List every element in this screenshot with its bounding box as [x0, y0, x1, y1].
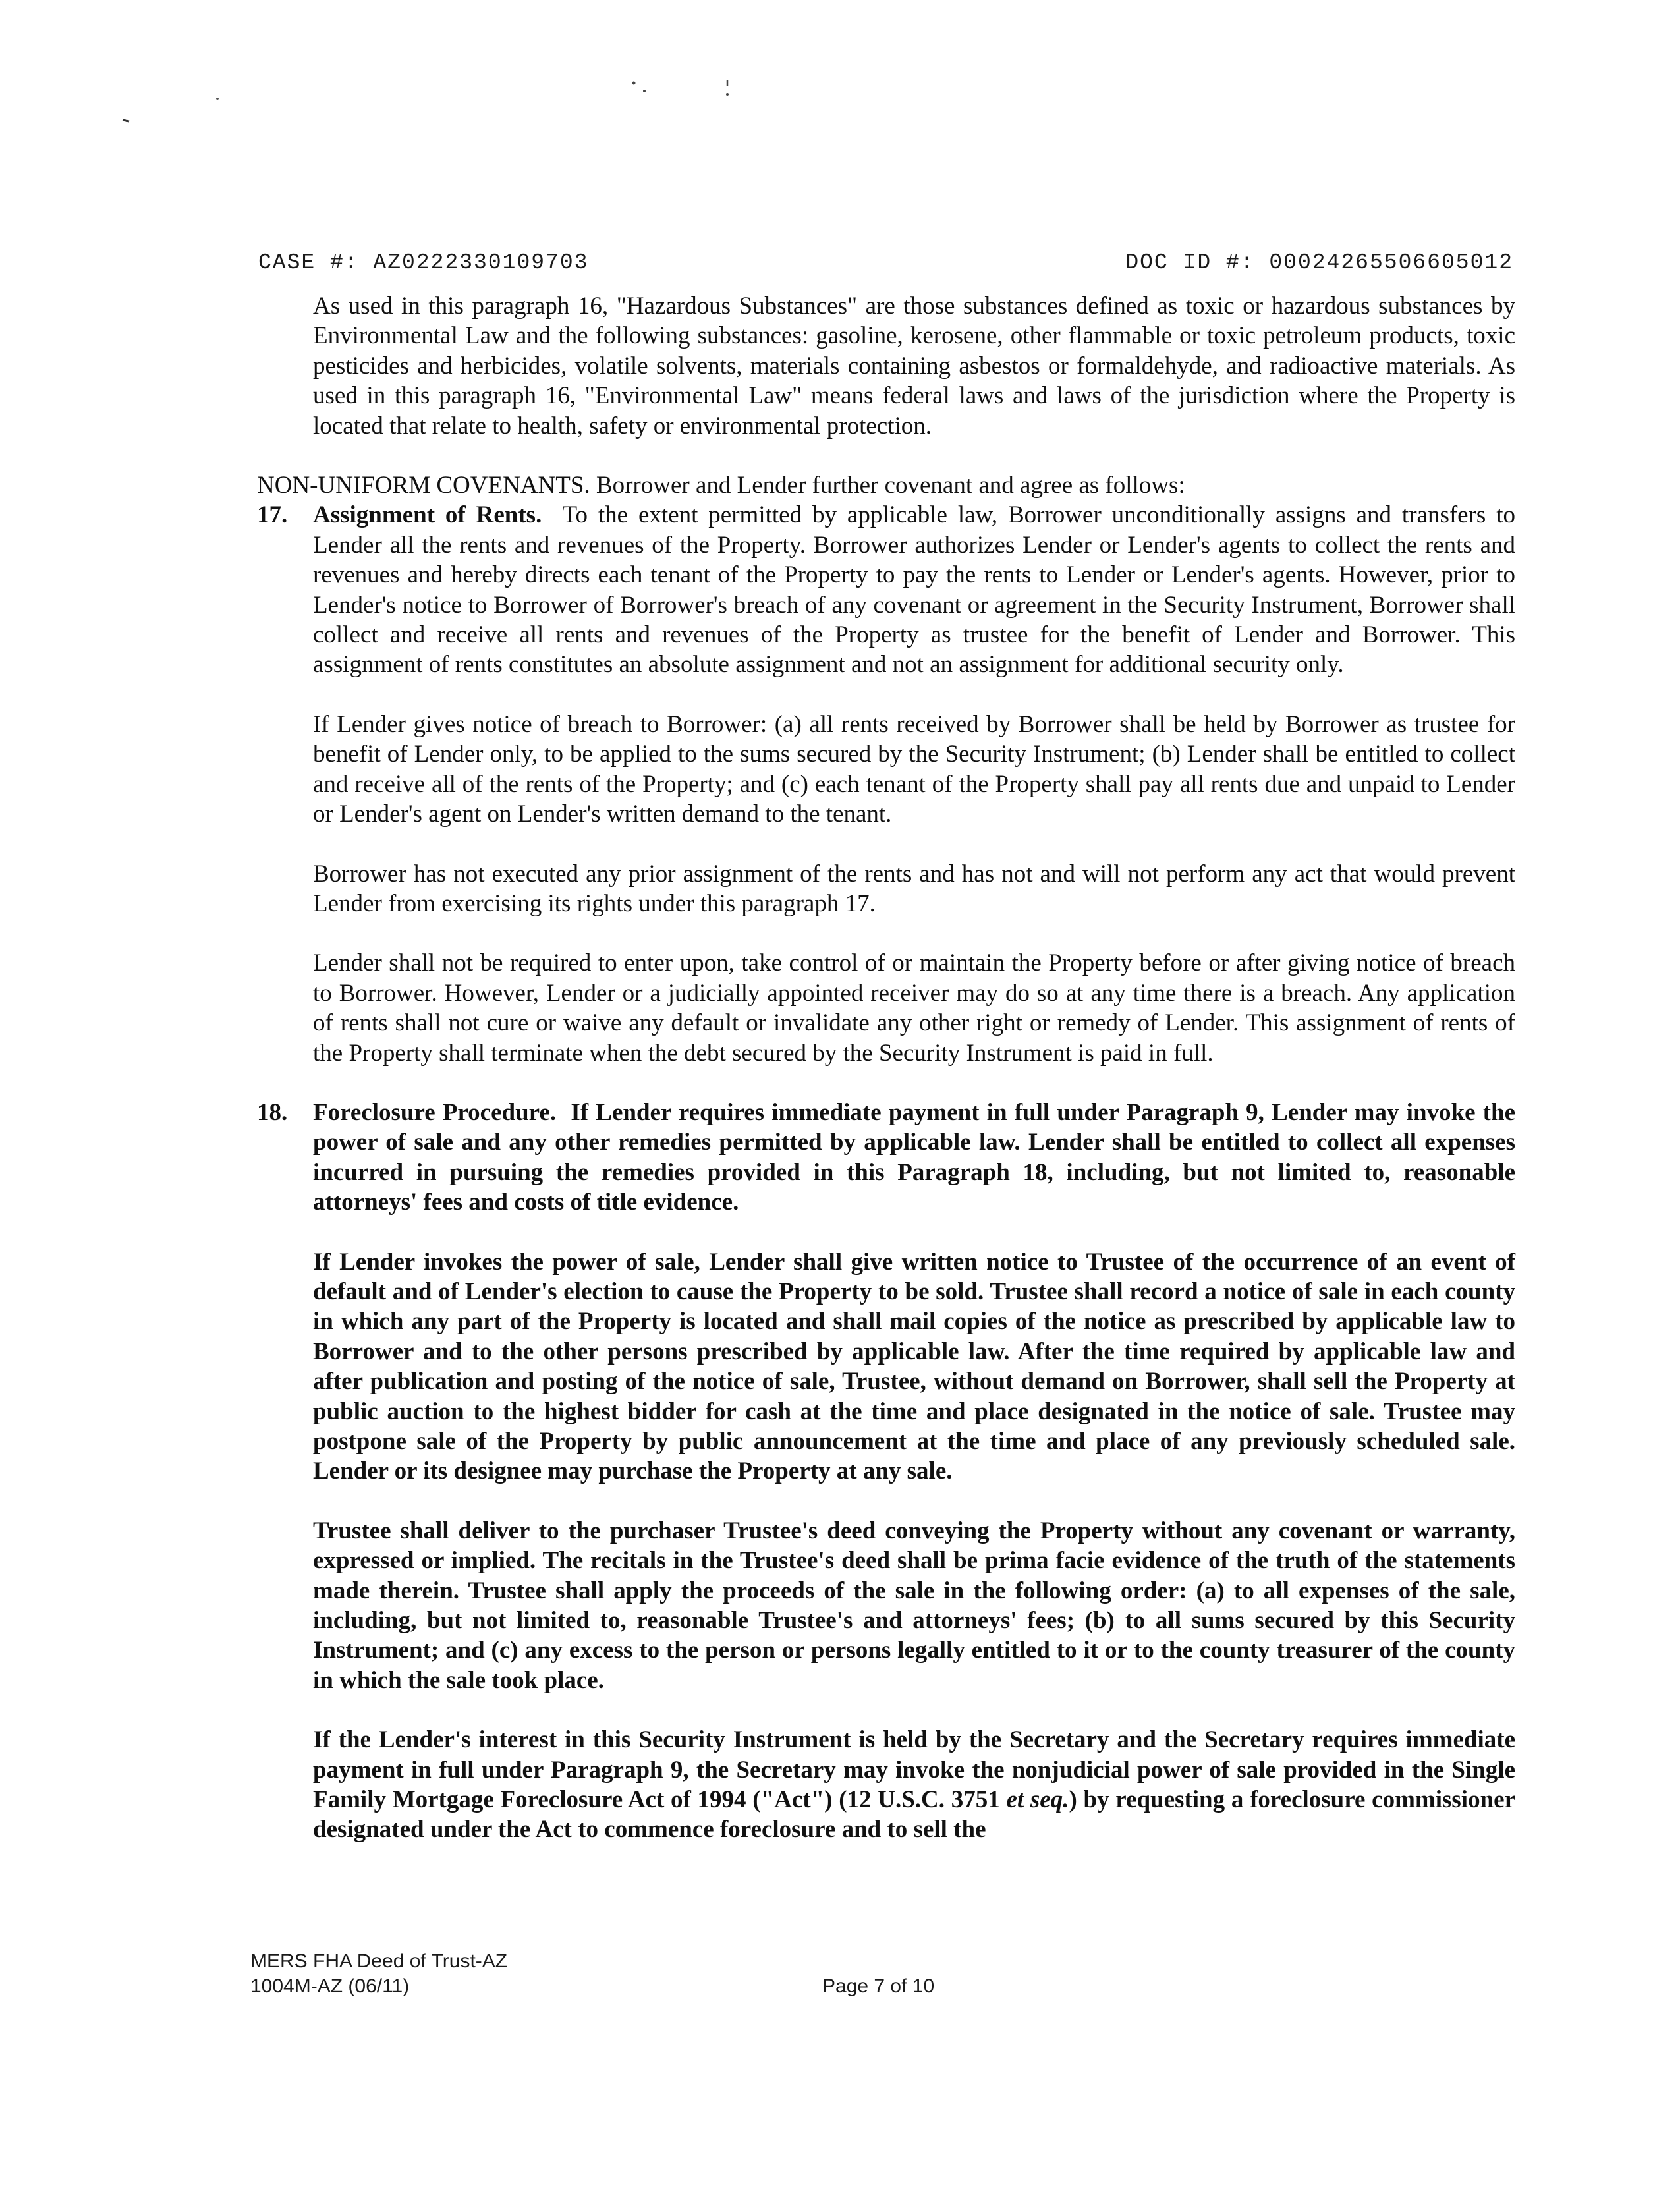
scan-speck [216, 98, 219, 100]
section-18-p4-et-seq: et seq. [1006, 1786, 1069, 1814]
section-18 [257, 1098, 1516, 1845]
document-header [258, 250, 1513, 281]
section-17-title: Assignment of Rents. [313, 501, 542, 529]
scan-specks [0, 0, 1680, 264]
section-18-title: Foreclosure Procedure. [313, 1098, 557, 1126]
section-18-paragraph-4 [313, 1725, 1515, 1845]
scan-speck [123, 120, 129, 121]
case-number: CASE #: AZ0222330109703 [258, 250, 589, 275]
section-18-paragraph-3: Trustee shall deliver to the purchaser Trustee's deed conveying the Property without any covenant or warranty, expressed or implied. The recitals in the Trustee's deed shall be prima facie evidence of the truth of the statements made therein. Trustee shall apply the proceeds of the sale in the following order: (a) to all expenses of the sale, including, but not limited to, reasonable Trustee's and attorneys' fees; (b) to all sums secured by this Security Instrument; and (c) any excess to the person or persons legally entitled to it or to the county treasurer of the county in which the sale took place. [313, 1517, 1515, 1694]
page-number: Page 7 of 10 [822, 1975, 935, 1997]
section-17-number: 17. [257, 501, 288, 529]
doc-id: DOC ID #: 00024265506605012 [1125, 250, 1513, 275]
section-17-p1-text: To the extent permitted by applicable law, Borrower unconditionally assigns and transfers to Lender all the rents and revenues of the Property. Borrower authorizes Lender or Lender's agents to collect the rents and revenues and hereby directs each tenant of the Property to pay the rents to Lender or Lender's agents. However, prior to Lender's notice to Borrower of Borrower's breach of any covenant or agreement in the Security Instrument, Borrower shall collect and receive all rents and revenues of the Property as trustee for the benefit of Lender and Borrower. This assignment of rents constitutes an absolute assignment and not an assignment for additional security only. [313, 501, 1516, 679]
document-body [257, 291, 1515, 1845]
section-17-paragraph-4: Lender shall not be required to enter upon, take control of or maintain the Property before or after giving notice of breach to Borrower. However, Lender or a judicially appointed receiver may do so at any time there is a breach. Any application of rents shall not cure or waive any default or invalidate any other right or remedy of Lender. This assignment of rents of the Property shall terminate when the debt secured by the Security Instrument is paid in full. [313, 949, 1515, 1067]
scan-speck [726, 93, 729, 96]
section-17-paragraph-3: Borrower has not executed any prior assignment of the rents and has not and will not perform any act that would prevent Lender from exercising its rights under this paragraph 17. [313, 860, 1515, 917]
scan-speck [632, 82, 636, 85]
section-18-p4-text-a: If the Lender's interest in this Security Instrument is held by the Secretary and the Secretary requires immediate payment in full under Paragraph 9, the Secretary may invoke the nonjudicial power of sale provided in the Single Family Mortgage Foreclosure Act of 1994 ("Act") (12 U.S.C. 3751 [313, 1726, 1515, 1814]
section-17 [257, 500, 1516, 1068]
section-18-p4-text-b: ) by requesting a foreclosure commissioner designated under the Act to commence foreclosure and to sell the [313, 1786, 1515, 1844]
section-17-paragraph-2: If Lender gives notice of breach to Borrower: (a) all rents received by Borrower shall be held by Borrower as trustee for benefit of Lender only, to be applied to the sums secured by the Security Instrument; (b) Lender shall be entitled to collect and receive all of the rents of the Property; and (c) each tenant of the Property shall pay all rents due and unpaid to Lender or Lender's agent on Lender's written demand to the tenant. [313, 710, 1515, 828]
scan-speck [643, 90, 646, 92]
section-18-paragraph-1 [313, 1098, 1515, 1218]
document-footer [250, 1949, 1515, 1999]
section-17-paragraph-1 [313, 500, 1515, 679]
form-name: MERS FHA Deed of Trust-AZ [250, 1950, 508, 1972]
non-uniform-covenants-heading: NON-UNIFORM COVENANTS. Borrower and Lender further covenant and agree as follows: [257, 472, 1185, 499]
section-18-p1-text: If Lender requires immediate payment in full under Paragraph 9, Lender may invoke the power of sale and any other remedies permitted by applicable law. Lender shall be entitled to collect all expenses incurred in pursuing the remedies provided in this Paragraph 18, including, but not limited to, reasonable attorneys' fees and costs of title evidence. [313, 1098, 1516, 1216]
section-18-paragraph-2: If Lender invokes the power of sale, Lender shall give written notice to Trustee of the occurrence of an event of default and of Lender's election to cause the Property to be sold. Trustee shall record a notice of sale in each county in which any part of the Property is located and shall mail copies of the notice as prescribed by applicable law to Borrower and to the other persons prescribed by applicable law. After the time required by applicable law and after publication and posting of the notice of sale, Trustee, without demand on Borrower, shall sell the Property at public auction to the highest bidder for cash at the time and place designated in the notice of sale. Trustee may postpone sale of the Property by public announcement at the time and place of any previously scheduled sale. Lender or its designee may purchase the Property at any sale. [313, 1248, 1515, 1485]
paragraph-16-continuation: As used in this paragraph 16, "Hazardous Substances" are those substances defined as toxic or hazardous substances by Environmental Law and the following substances: gasoline, kerosene, other flammable or toxic petroleum products, toxic pesticides and herbicides, volatile solvents, materials containing asbestos or formaldehyde, and radioactive materials. As used in this paragraph 16, "Environmental Law" means federal laws and laws of the jurisdiction where the Property is located that relate to health, safety or environmental protection. [313, 293, 1515, 439]
section-18-number: 18. [257, 1098, 288, 1126]
form-code: 1004M-AZ (06/11) [250, 1975, 410, 1997]
